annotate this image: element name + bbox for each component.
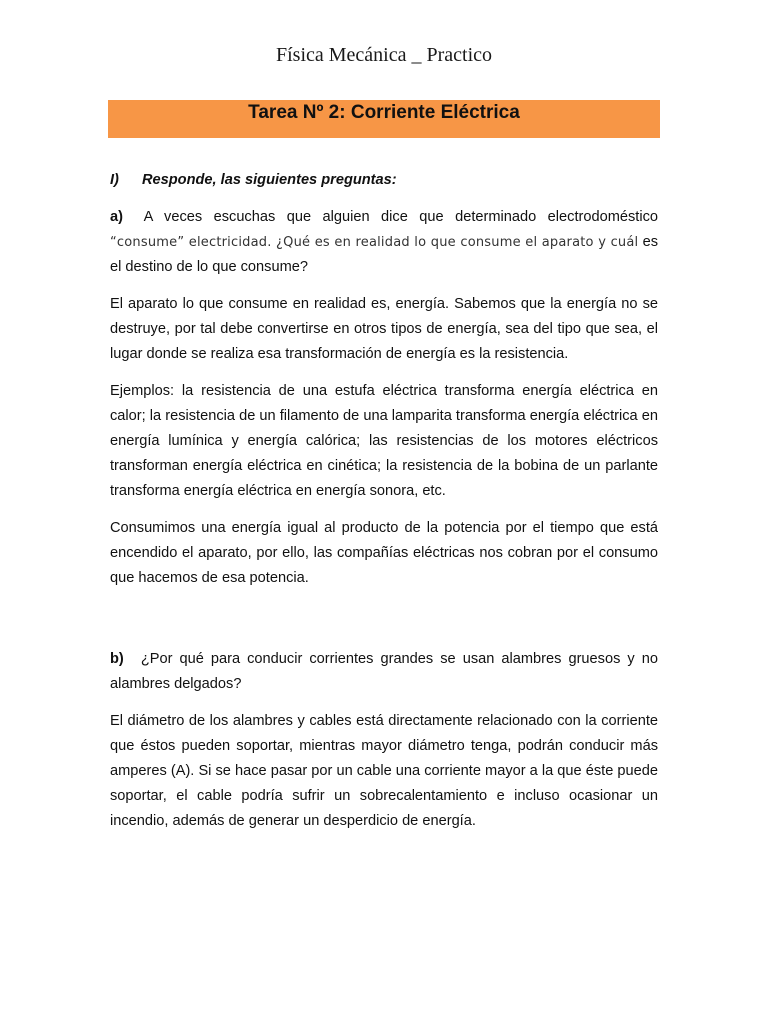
question-b-text: ¿Por qué para conducir corrientes grandes se usan alambres gruesos y no alambres delgados? [110,651,658,692]
section-heading [110,168,658,193]
document-body [110,168,658,846]
title-banner [108,100,660,138]
question-a-text-part3: es el destino de lo que consume? [110,234,658,275]
page-header: Física Mecánica _ Practico [275,44,493,66]
question-b [110,647,658,697]
question-a-text-part1: A veces escuchas que alguien dice que determinado electrodoméstico [143,209,658,225]
question-a [110,205,658,280]
section-instruction: Responde, las siguientes preguntas: [142,172,397,188]
section-spacer [110,603,658,647]
answer-b-paragraph-1: El diámetro de los alambres y cables está directamente relacionado con la corriente que éstos pueden soportar, mientras mayor diámetro tenga, podrán conducir más amperes (A). Si se hace pasar por un cable una corriente mayor a la que éste puede soportar, el cable podría sufrir un sobrecalentamiento e incluso ocasionar un incendio, además de generar un desperdicio de energía. [110,713,658,829]
answer-a-paragraph-3: Consumimos una energía igual al producto de la potencia por el tiempo que está encendido el aparato, por ello, las compañías eléctricas nos cobran por el consumo que hacemos de esa potencia. [110,520,658,586]
question-a-text-part2: “consume” electricidad. ¿Qué es en realidad lo que consume el aparato y cuál [110,235,639,250]
assignment-title: Tarea Nº 2: Corriente Eléctrica [248,102,520,123]
question-a-label: a) [110,209,123,225]
question-b-label: b) [110,651,124,667]
answer-a-paragraph-1: El aparato lo que consume en realidad es, energía. Sabemos que la energía no se destruye, por tal debe convertirse en otros tipos de energía, sea del tipo que sea, el lugar donde se realiza esa transformación de energía es la resistencia. [110,296,658,362]
section-number: I) [110,172,119,188]
answer-a-paragraph-2: Ejemplos: la resistencia de una estufa eléctrica transforma energía eléctrica en calor; la resistencia de un filamento de una lamparita transforma energía eléctrica en energía lumínica y energía calórica; las resistencias de los motores eléctricos transforman energía eléctrica en cinética; la resistencia de la bobina de un parlante transforma energía eléctrica en energía sonora, etc. [110,383,658,499]
